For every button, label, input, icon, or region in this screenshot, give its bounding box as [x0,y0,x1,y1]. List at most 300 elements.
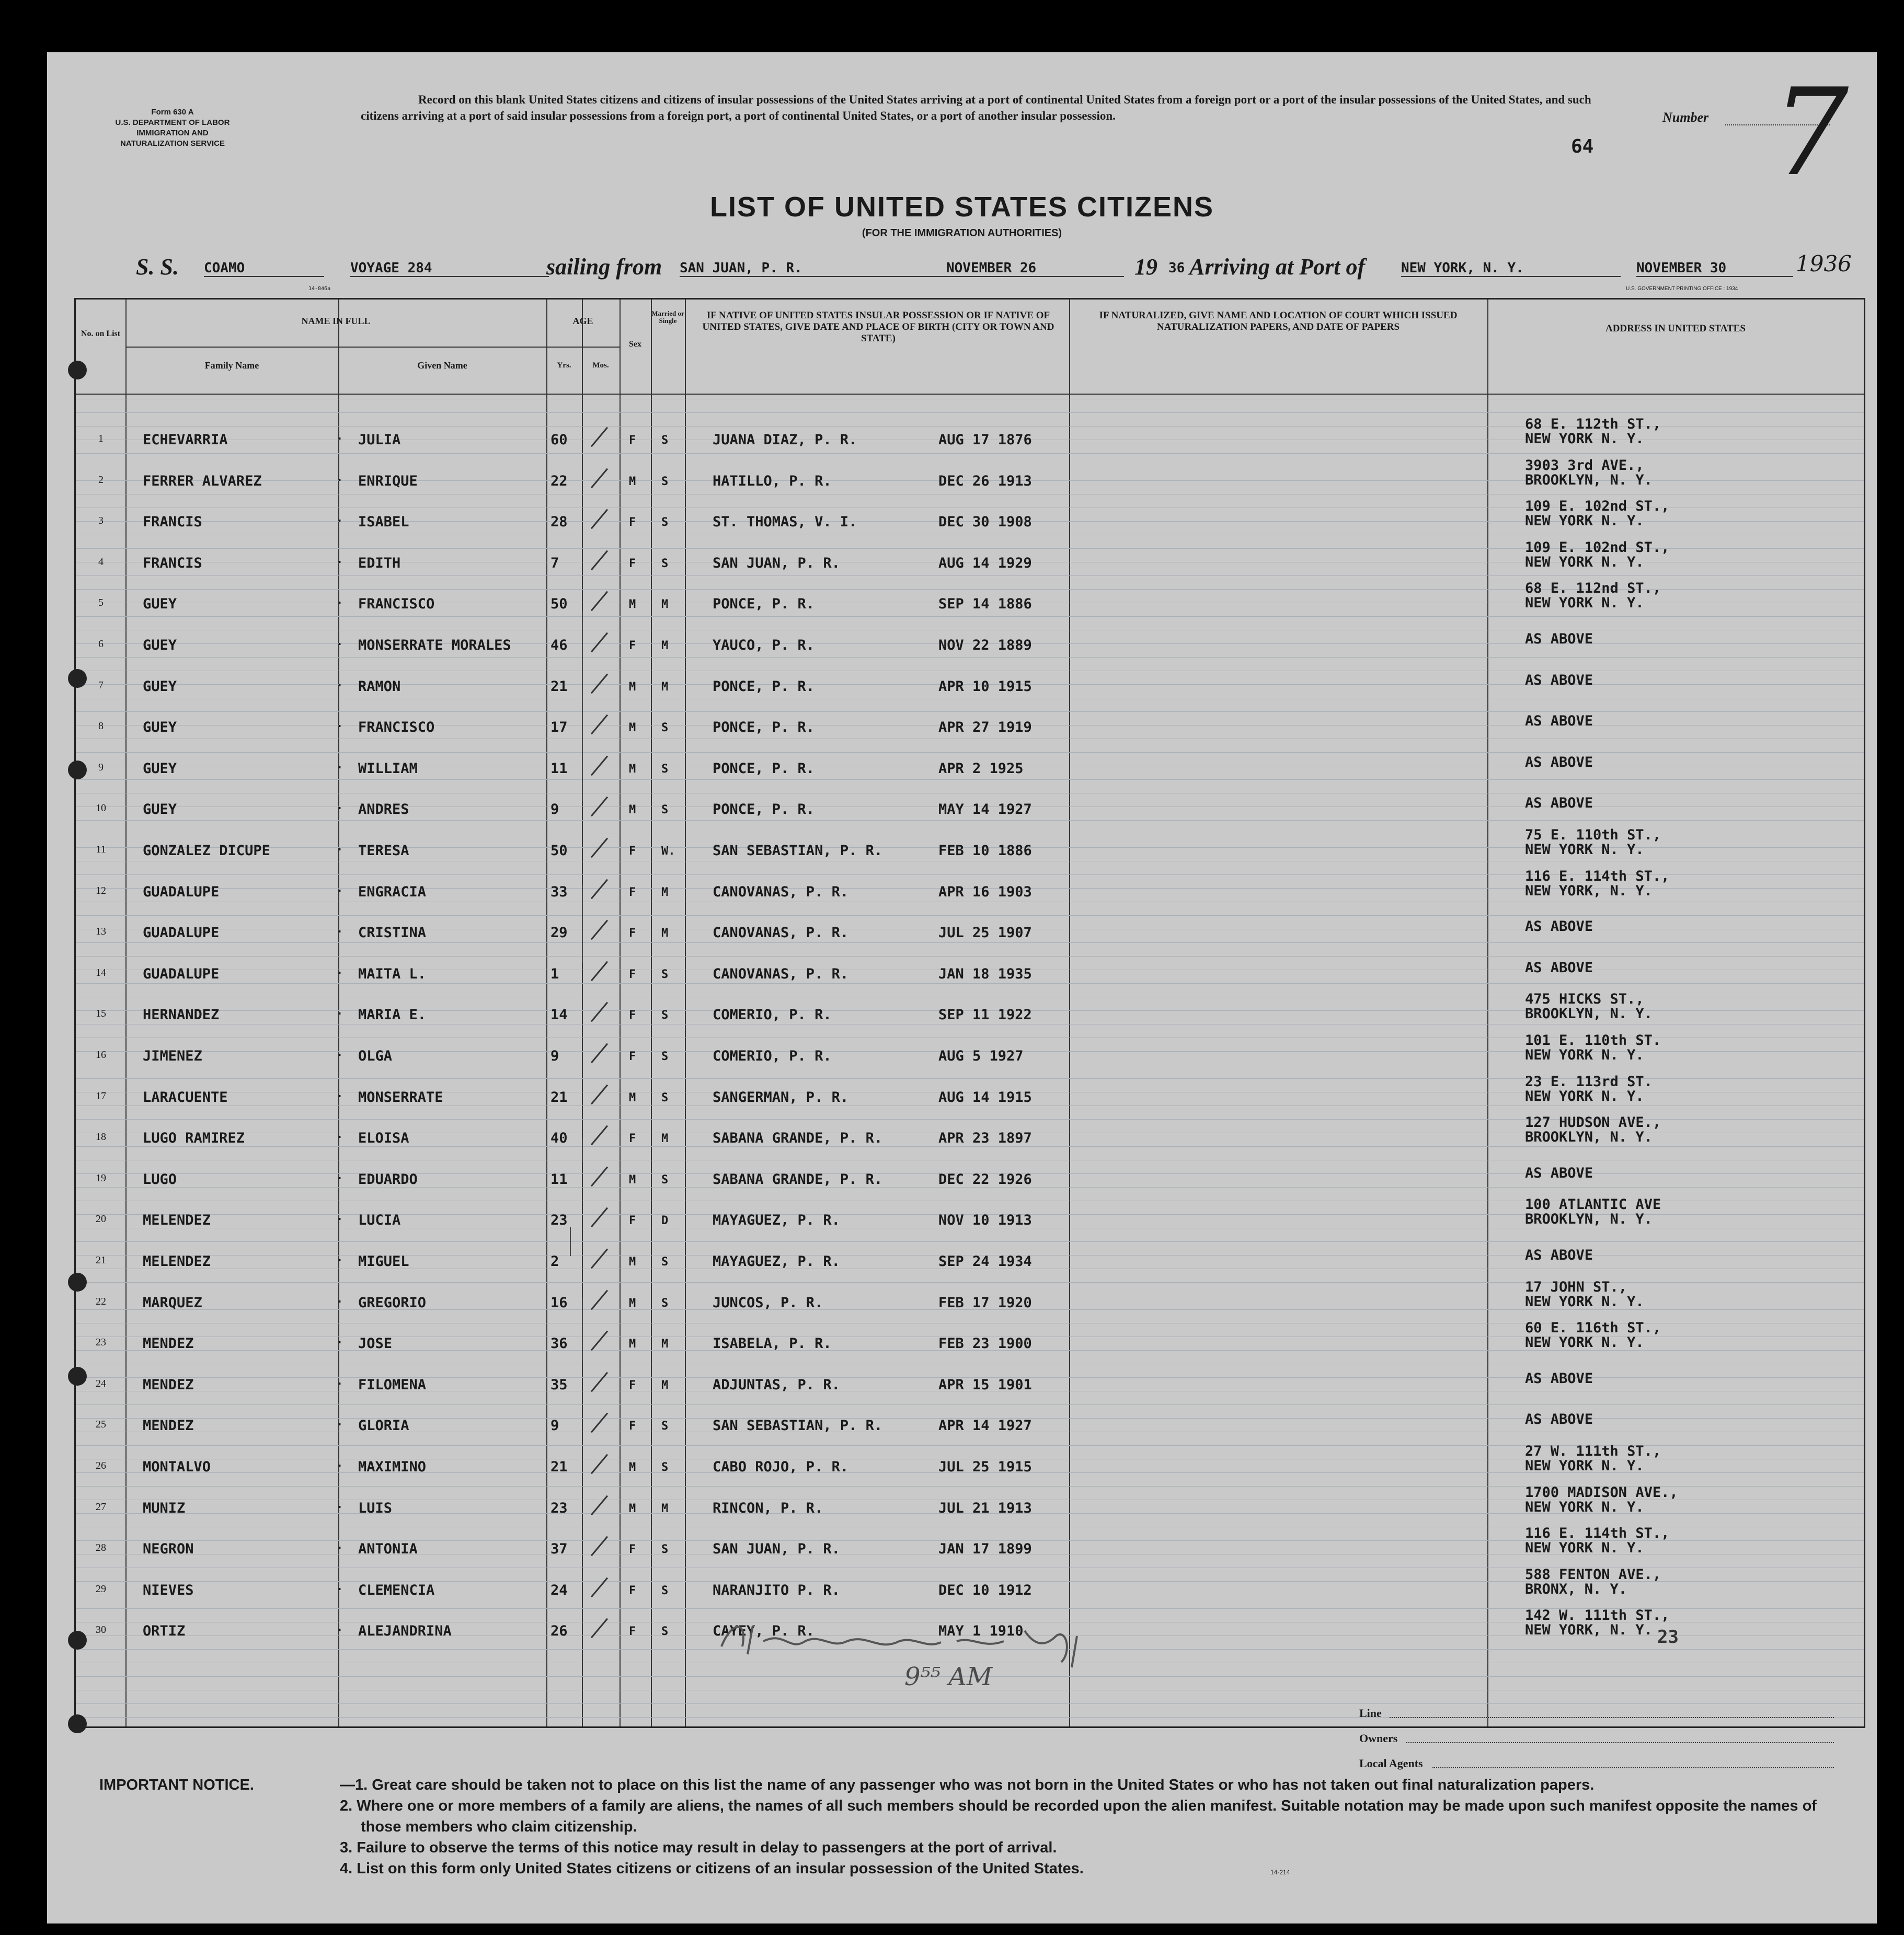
address-line-1: 475 HICKS ST., [1525,991,1644,1007]
marital-status: M [661,927,669,940]
address-line-1: AS ABOVE [1525,1370,1593,1387]
birth-place: PONCE, P. R. [713,596,815,612]
col-address: ADDRESS IN UNITED STATES [1605,323,1746,334]
age-months-stroke [591,1207,608,1228]
address-line-2: BROOKLYN, N. Y. [1525,1006,1653,1022]
age-months-stroke [591,509,608,529]
local-agents-label: Local Agents [1359,1757,1423,1770]
given-name: MAITA L. [358,966,427,982]
birth-place: YAUCO, P. R. [713,637,815,653]
birth-date: JAN 17 1899 [938,1541,1032,1557]
given-name: ISABEL [358,514,409,530]
binder-hole [68,1631,87,1650]
list-number: 7 [1772,63,1849,203]
given-name: ALEJANDRINA [358,1623,452,1639]
row-number: 23 [96,1337,106,1348]
given-name: EDITH [358,555,401,571]
separator-dot: . [336,512,343,525]
family-name: FERRER ALVAREZ [143,473,262,489]
arrival-year: 1936 [1796,251,1852,277]
birth-place: SAN JUAN, P. R. [713,1541,840,1557]
sex: M [629,475,636,488]
separator-dot: . [336,1046,343,1059]
age-years: 9 [550,801,559,817]
birth-date: APR 23 1897 [938,1130,1032,1146]
marital-status: M [661,886,669,899]
birth-place: SAN JUAN, P. R. [713,555,840,571]
marital-status: S [661,763,669,776]
sex: M [629,1461,636,1474]
birth-date: AUG 14 1929 [938,555,1032,571]
birth-date: SEP 14 1886 [938,596,1032,612]
marital-status: S [661,968,669,981]
row-number: 11 [96,844,106,855]
separator-dot: . [336,553,343,566]
address-line-1: AS ABOVE [1525,631,1593,647]
marital-status: S [661,1625,669,1638]
passenger-table [74,298,1865,1728]
binder-hole [68,1714,87,1733]
birth-date: DEC 22 1926 [938,1171,1032,1188]
family-name: MELENDEZ [143,1212,211,1228]
year-prefix: 19 [1134,254,1157,280]
ruled-line [76,1404,1864,1405]
address-line-2: NEW YORK N. Y. [1525,1540,1644,1556]
owners-label: Owners [1359,1732,1398,1745]
row-number: 29 [96,1583,106,1595]
address-line-1: 68 E. 112th ST., [1525,416,1661,432]
family-name: FRANCIS [143,514,202,530]
sex: F [629,1132,636,1145]
age-months-stroke [591,1372,608,1392]
given-name: JOSE [358,1335,393,1352]
age-years: 9 [550,1048,559,1064]
line-field [1390,1717,1834,1718]
address-line-2: NEW YORK N. Y. [1525,554,1644,570]
birth-date: DEC 26 1913 [938,473,1032,489]
age-months-stroke [591,838,608,858]
row-number: 16 [96,1049,106,1061]
family-name: LARACUENTE [143,1089,228,1105]
separator-dot: . [336,1087,343,1100]
row-number: 9 [98,762,104,773]
age-years: 21 [550,678,568,695]
address-line-2: NEW YORK, N. Y. [1525,883,1653,899]
address-line-1: 23 E. 113rd ST. [1525,1074,1653,1090]
name-subhead-rule [125,347,546,348]
age-months-stroke [591,468,608,489]
binder-hole [68,1367,87,1386]
birth-date: SEP 24 1934 [938,1253,1032,1270]
family-name: GUEY [143,637,177,653]
owners-field [1406,1742,1834,1743]
ruled-line [76,453,1864,454]
birth-place: PONCE, P. R. [713,801,815,817]
age-years: 14 [550,1007,568,1023]
separator-dot: . [336,923,343,936]
age-months-stroke [591,674,608,694]
age-months-stroke [591,1002,608,1022]
separator-dot: . [336,1415,343,1429]
row-number: 22 [96,1296,106,1307]
marital-status: S [661,475,669,488]
birth-place: COMERIO, P. R. [713,1007,832,1023]
age-years: 22 [550,473,568,489]
address-line-1: 17 JOHN ST., [1525,1279,1627,1295]
address-line-2: NEW YORK N. Y. [1525,1088,1644,1104]
marital-status: M [661,1132,669,1145]
address-line-1: AS ABOVE [1525,960,1593,976]
marital-status: S [661,1461,669,1474]
ruled-line [76,412,1864,413]
sex: F [629,434,636,447]
sex: M [629,598,636,611]
row-number: 26 [96,1460,106,1471]
address-line-1: 60 E. 116th ST., [1525,1320,1661,1336]
sex: F [629,1584,636,1597]
age-years: 50 [550,843,568,859]
birth-date: APR 2 1925 [938,761,1024,777]
separator-dot: . [336,758,343,771]
col-name-in-full: NAME IN FULL [301,316,371,326]
address-line-1: 116 E. 114th ST., [1525,868,1670,884]
birth-date: MAY 14 1927 [938,801,1032,817]
given-name: TERESA [358,843,409,859]
age-years: 23 [550,1212,568,1228]
birth-date: FEB 10 1886 [938,843,1032,859]
row-number: 15 [96,1008,106,1019]
col-no-on-list: No. on List [81,329,121,338]
family-name: GUADALUPE [143,884,220,900]
family-name: MENDEZ [143,1418,194,1434]
address-line-1: AS ABOVE [1525,1411,1593,1427]
separator-dot: . [336,635,343,648]
age-months-stroke [591,632,608,653]
local-agents-field [1432,1767,1834,1768]
sex: M [629,681,636,694]
age-months-stroke [591,715,608,735]
separator-dot: . [336,1457,343,1470]
birth-date: APR 16 1903 [938,884,1032,900]
number-label: Number [1662,110,1709,125]
family-name: GUEY [143,596,177,612]
marital-status: S [661,1420,669,1433]
col-family-name: Family Name [204,360,259,371]
birth-date: APR 10 1915 [938,678,1032,695]
row-number: 4 [98,556,104,568]
header-rule [76,394,1864,395]
birth-place: SABANA GRANDE, P. R. [713,1171,883,1188]
separator-dot: . [336,1005,343,1018]
given-name: LUIS [358,1500,393,1516]
age-years: 28 [550,514,568,530]
birth-date: JAN 18 1935 [938,966,1032,982]
row-number: 1 [98,433,104,444]
sex: F [629,1625,636,1638]
age-years: 35 [550,1377,568,1393]
family-brace [582,885,583,963]
age-months-stroke [591,1331,608,1351]
age-years: 16 [550,1295,568,1311]
birth-date: DEC 10 1912 [938,1582,1032,1598]
birth-place: PONCE, P. R. [713,719,815,735]
row-number: 13 [96,926,106,937]
col-divider [125,300,127,1726]
print-code: 14-846a [308,286,331,292]
marital-status: S [661,516,669,529]
birth-date: AUG 14 1915 [938,1089,1032,1105]
family-name: ORTIZ [143,1623,186,1639]
address-line-1: 142 W. 111th ST., [1525,1607,1670,1623]
form-info [84,107,261,149]
notice-item-3: 3. Failure to observe the terms of this notice may result in delay to passengers at the port of arrival. [340,1839,1057,1856]
age-months-stroke [591,591,608,612]
separator-dot: . [336,1128,343,1141]
ruled-line [76,779,1864,780]
birth-place: NARANJITO P. R. [713,1582,840,1598]
marital-status: S [661,1543,669,1556]
birth-place: SANGERMAN, P. R. [713,1089,849,1105]
birth-place: HATILLO, P. R. [713,473,832,489]
arriving-label: Arriving at Port of [1189,254,1366,280]
arrival-time: 9⁵⁵ AM [904,1662,993,1691]
separator-dot: . [336,430,343,443]
ruled-line [76,983,1864,984]
family-name: HERNANDEZ [143,1007,220,1023]
tally-number: 23 [1657,1627,1679,1648]
address-line-1: 68 E. 112nd ST., [1525,580,1661,596]
form-code: 14-214 [1270,1869,1290,1876]
page-subtitle: (FOR THE IMMIGRATION AUTHORITIES) [862,227,1062,239]
address-line-2: NEW YORK N. Y. [1525,431,1644,447]
col-mos: Mos. [592,361,609,370]
age-years: 29 [550,925,568,941]
service-line-1: IMMIGRATION AND [136,129,209,137]
given-name: MIGUEL [358,1253,409,1270]
marital-status: M [661,598,669,611]
sex: F [629,1009,636,1022]
department: U.S. DEPARTMENT OF LABOR [115,118,230,127]
sailing-from: SAN JUAN, P. R. [680,260,957,277]
age-months-stroke [591,920,608,940]
separator-dot: . [336,964,343,977]
address-line-1: 588 FENTON AVE., [1525,1567,1661,1583]
address-line-2: NEW YORK N. Y. [1525,1499,1644,1515]
birth-date: AUG 5 1927 [938,1048,1024,1064]
address-line-2: NEW YORK N. Y. [1525,595,1644,611]
birth-place: RINCON, P. R. [713,1500,823,1516]
row-number: 8 [98,720,104,732]
given-name: ANDRES [358,801,409,817]
sex: M [629,1338,636,1351]
marital-status: M [661,681,669,694]
age-years: 36 [550,1335,568,1352]
given-name: FRANCISCO [358,719,435,735]
birth-place: PONCE, P. R. [713,761,815,777]
ruled-line [76,1105,1864,1106]
marital-status: S [661,721,669,734]
address-line-1: AS ABOVE [1525,1165,1593,1181]
col-divider [582,300,583,1726]
sex: F [629,639,636,652]
birth-date: AUG 17 1876 [938,432,1032,448]
marital-status: S [661,803,669,816]
address-line-1: AS ABOVE [1525,918,1593,935]
age-subhead-rule [546,347,620,348]
arrival-port: NEW YORK, N. Y. [1401,260,1621,277]
address-line-2: BROOKLYN, N. Y. [1525,1129,1653,1145]
family-name: FRANCIS [143,555,202,571]
address-line-1: AS ABOVE [1525,795,1593,811]
address-line-1: 3903 3rd AVE., [1525,457,1644,474]
row-number: 25 [96,1419,106,1430]
separator-dot: . [336,1251,343,1264]
address-line-1: 100 ATLANTIC AVE [1525,1196,1661,1213]
birth-place: SABANA GRANDE, P. R. [713,1130,883,1146]
ruled-line [76,915,1864,916]
line-label: Line [1359,1707,1382,1720]
separator-dot: . [336,471,343,484]
marital-status: S [661,1173,669,1187]
voyage: VOYAGE 284 [350,260,549,277]
family-name: MARQUEZ [143,1295,202,1311]
sex: F [629,927,636,940]
sex: M [629,1173,636,1187]
col-divider [651,300,652,1726]
ruled-line [76,956,1864,957]
family-brace [582,1298,583,1361]
birth-date: JUL 25 1915 [938,1459,1032,1475]
ruled-line [76,1703,1864,1704]
marital-status: S [661,1091,669,1104]
separator-dot: . [336,1621,343,1634]
family-brace [582,611,583,801]
family-name: MELENDEZ [143,1253,211,1270]
age-months-stroke [591,1043,608,1064]
year-suffix: 36 [1168,260,1185,276]
notice-item-2: 2. Where one or more members of a family are aliens, the names of all such members should be recorded upon the alien manifest. Suitable notation may be made upon such manifest opposite the names of those members who claim citizenship. [340,1798,1817,1835]
age-years: 37 [550,1541,568,1557]
separator-dot: . [336,1580,343,1593]
row-number: 10 [96,802,106,814]
ruled-line [76,752,1864,753]
given-name: MAXIMINO [358,1459,427,1475]
sex: M [629,1091,636,1104]
binder-hole [68,761,87,779]
notice-title: IMPORTANT NOTICE. [99,1777,254,1793]
given-name: WILLIAM [358,761,418,777]
given-name: MARIA E. [358,1007,427,1023]
col-birth: IF NATIVE OF UNITED STATES INSULAR POSSESSION OR IF NATIVE OF UNITED STATES, GIVE DATE AND PLACE OF BIRTH (CITY OR TOWN AND STATE) [702,310,1054,344]
birth-place: PONCE, P. R. [713,678,815,695]
separator-dot: . [336,1539,343,1552]
address-line-1: 116 E. 114th ST., [1525,1525,1670,1541]
address-line-1: 27 W. 111th ST., [1525,1443,1661,1459]
separator-dot: . [336,1498,343,1511]
family-name: MUNIZ [143,1500,186,1516]
ruled-line [76,820,1864,821]
family-brace [570,1227,571,1256]
address-line-1: AS ABOVE [1525,713,1593,729]
family-name: GUEY [143,678,177,695]
age-months-stroke [591,1249,608,1269]
birth-place: COMERIO, P. R. [713,1048,832,1064]
sex: M [629,721,636,734]
separator-dot: . [336,594,343,607]
sailing-date: NOVEMBER 26 [946,260,1124,277]
row-number: 14 [96,967,106,978]
given-name: MONSERRATE MORALES [358,637,511,653]
family-name: GUADALUPE [143,925,220,941]
family-name: JIMENEZ [143,1048,202,1064]
row-number: 5 [98,597,104,608]
sex: F [629,1420,636,1433]
birth-date: DEC 30 1908 [938,514,1032,530]
age-years: 60 [550,432,568,448]
ss-label: S. S. [136,254,179,280]
row-number: 21 [96,1254,106,1266]
col-yrs: Yrs. [557,361,571,370]
family-name: NEGRON [143,1541,194,1557]
separator-dot: . [336,1169,343,1182]
age-months-stroke [591,550,608,571]
address-line-2: BROOKLYN, N. Y. [1525,1211,1653,1227]
birth-date: APR 15 1901 [938,1377,1032,1393]
given-name: OLGA [358,1048,393,1064]
birth-place: CABO ROJO, P. R. [713,1459,849,1475]
row-number: 28 [96,1542,106,1553]
family-name: LUGO [143,1171,177,1188]
marital-status: S [661,1584,669,1597]
row-number: 30 [96,1624,106,1635]
address-line-1: 109 E. 102nd ST., [1525,539,1670,556]
given-name: FILOMENA [358,1377,427,1393]
birth-date: FEB 23 1900 [938,1335,1032,1352]
marital-status: S [661,557,669,570]
col-divider [685,300,686,1726]
col-divider [546,300,547,1726]
binder-hole [68,361,87,379]
age-months-stroke [591,1413,608,1433]
col-given-name: Given Name [417,360,467,371]
binder-hole [68,669,87,688]
age-years: 40 [550,1130,568,1146]
given-name: ELOISA [358,1130,409,1146]
sex: F [629,968,636,981]
family-name: GUEY [143,761,177,777]
birth-place: CANOVANAS, P. R. [713,925,849,941]
marital-status: M [661,1379,669,1392]
ruled-line [76,616,1864,617]
address-line-2: NEW YORK, N. Y. [1525,1622,1653,1638]
age-months-stroke [591,1495,608,1516]
given-name: MONSERRATE [358,1089,443,1105]
age-months-stroke [591,1454,608,1475]
age-years: 21 [550,1459,568,1475]
marital-status: S [661,434,669,447]
row-number: 18 [96,1131,106,1143]
address-line-2: NEW YORK N. Y. [1525,1294,1644,1310]
birth-date: APR 14 1927 [938,1418,1032,1434]
age-months-stroke [591,961,608,982]
family-name: GUEY [143,719,177,735]
row-number: 20 [96,1213,106,1225]
ruled-line [76,657,1864,658]
separator-dot: . [336,799,343,812]
address-line-2: NEW YORK N. Y. [1525,513,1644,529]
sailing-label: sailing from [546,254,662,280]
marital-status: W. [661,845,675,858]
